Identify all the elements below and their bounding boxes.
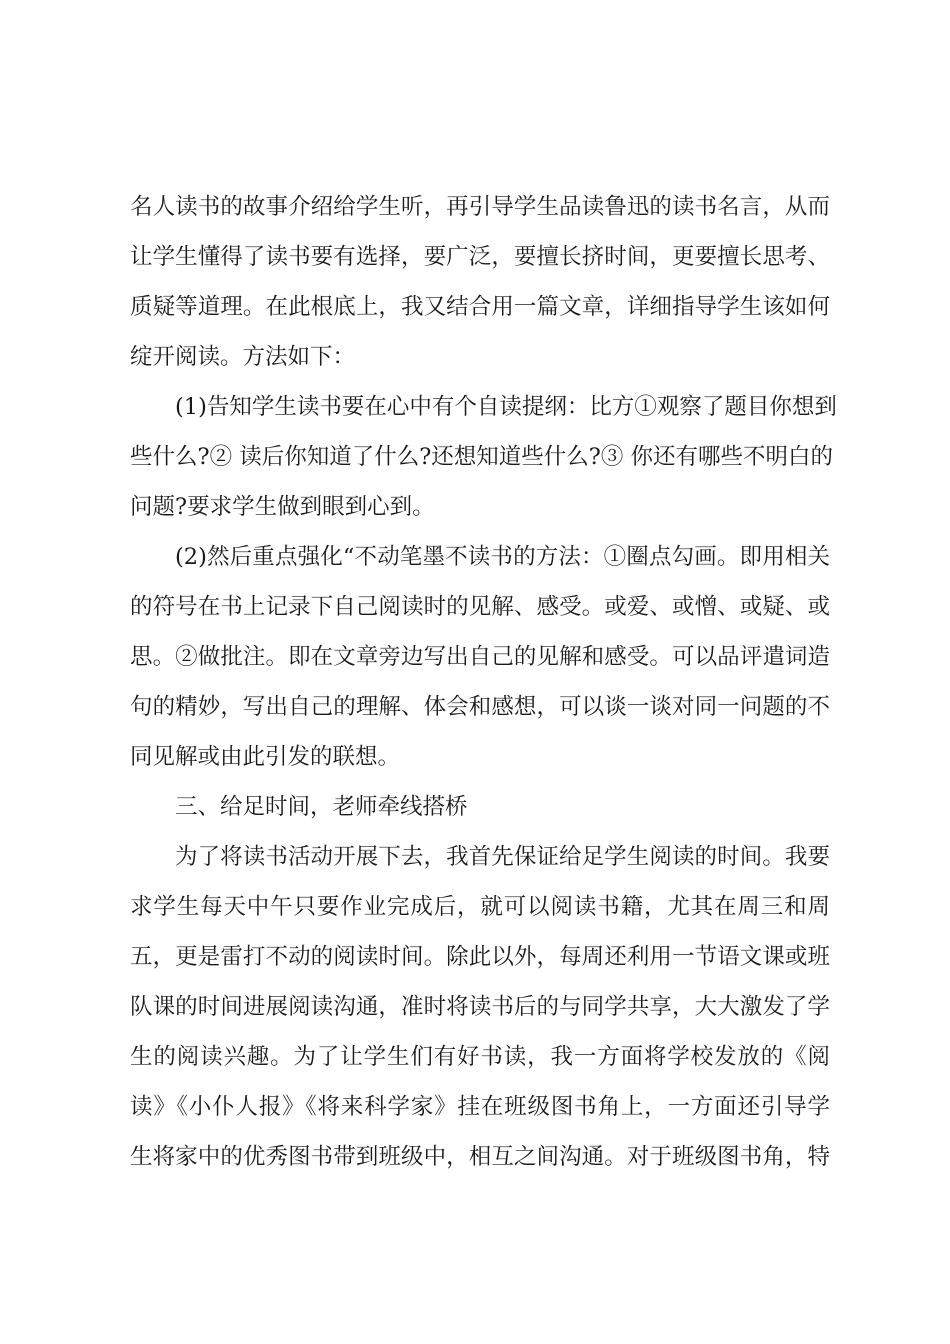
text-line: 队课的时间进展阅读沟通，准时将读书后的与同学共享，大大激发了学: [130, 994, 830, 1020]
text-line: 名人读书的故事介绍给学生听，再引导学生品读鲁迅的读书名言，从而: [130, 194, 830, 220]
text-line: 些什么?② 读后你知道了什么?还想知道些什么?③ 你还有哪些不明白的: [130, 444, 833, 470]
text-line: 为了将读书活动开展下去，我首先保证给足学生阅读的时间。我要: [175, 844, 830, 870]
text-line: 的符号在书上记录下自己阅读时的见解、感受。或爱、或憎、或疑、或: [130, 594, 830, 620]
text-line: 求学生每天中午只要作业完成后，就可以阅读书籍，尤其在周三和周: [130, 894, 830, 920]
text-line: 生将家中的优秀图书带到班级中，相互之间沟通。对于班级图书角，特: [130, 1144, 830, 1170]
text-line: 生的阅读兴趣。为了让学生们有好书读，我一方面将学校发放的《阅: [130, 1044, 830, 1070]
text-line: 绽开阅读。方法如下：: [130, 344, 356, 370]
section-heading: 三、给足时间，老师牵线搭桥: [175, 794, 468, 820]
text-line: 思。②做批注。即在文章旁边写出自己的见解和感受。可以品评遣词造: [130, 644, 830, 670]
text-line: 五，更是雷打不动的阅读时间。除此以外，每周还利用一节语文课或班: [130, 944, 830, 970]
text-line: (2)然后重点强化“不动笔墨不读书的方法：①圈点勾画。即用相关: [175, 544, 830, 570]
text-line: 让学生懂得了读书要有选择，要广泛，要擅长挤时间，更要擅长思考、: [130, 244, 830, 270]
text-line: 问题?要求学生做到眼到心到。: [130, 494, 435, 520]
text-line: 读》《小仆人报》《将来科学家》挂在班级图书角上，一方面还引导学: [130, 1094, 830, 1120]
text-line: (1)告知学生读书要在心中有个自读提纲：比方①观察了题目你想到: [175, 394, 837, 420]
text-line: 同见解或由此引发的联想。: [130, 744, 401, 770]
text-line: 句的精妙，写出自己的理解、体会和感想，可以谈一谈对同一问题的不: [130, 694, 830, 720]
text-line: 质疑等道理。在此根底上，我又结合用一篇文章，详细指导学生该如何: [130, 294, 830, 320]
